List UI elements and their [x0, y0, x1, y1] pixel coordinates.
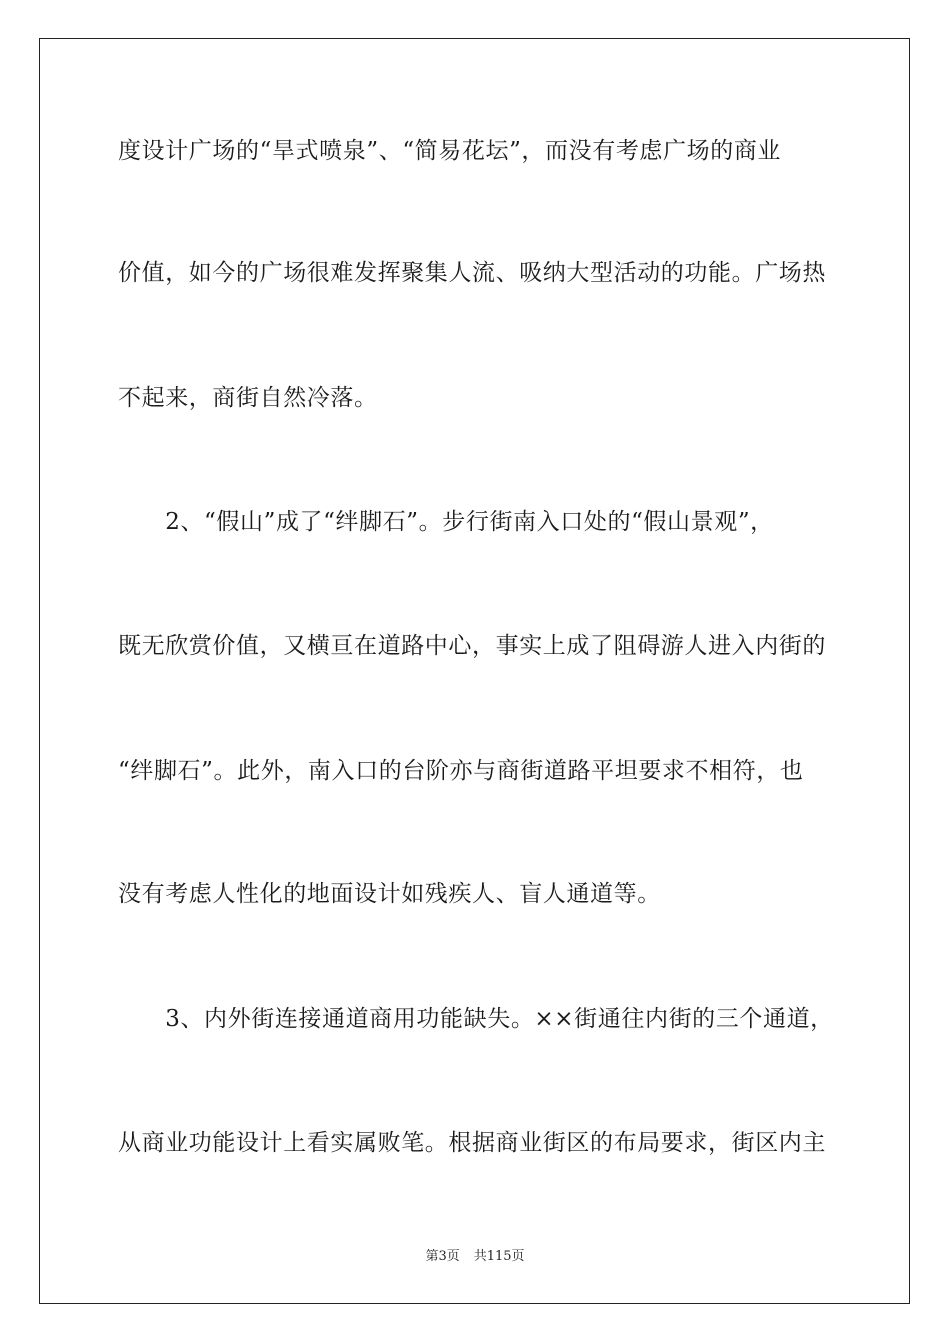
text-line-9: 从商业功能设计上看实属败笔。根据商业街区的布局要求，街区内主 [118, 1130, 826, 1156]
text-line-6: “绊脚石”。此外，南入口的台阶亦与商街道路平坦要求不相符，也 [118, 758, 804, 784]
page-footer [0, 1249, 950, 1265]
text-line-3: 不起来，商街自然冷落。 [118, 385, 378, 411]
text-line-7: 没有考虑人性化的地面设计如残疾人、盲人通道等。 [118, 881, 661, 907]
text-line-1: 度设计广场的“旱式喷泉”、“简易花坛”，而没有考虑广场的商业 [118, 138, 782, 164]
page-border [39, 38, 910, 1304]
text-line-2: 价值，如今的广场很难发挥聚集人流、吸纳大型活动的功能。广场热 [118, 260, 826, 286]
text-line-5: 既无欣赏价值，又横亘在道路中心，事实上成了阻碍游人进入内街的 [118, 633, 826, 659]
text-line-8: 3、内外街连接通道商用功能缺失。××街通往内街的三个通道， [118, 1006, 834, 1032]
page-number: 第3页 [425, 1249, 460, 1264]
text-line-4: 2、“假山”成了“绊脚石”。步行街南入口处的“假山景观”， [118, 509, 774, 535]
page-total: 共115页 [473, 1249, 525, 1264]
